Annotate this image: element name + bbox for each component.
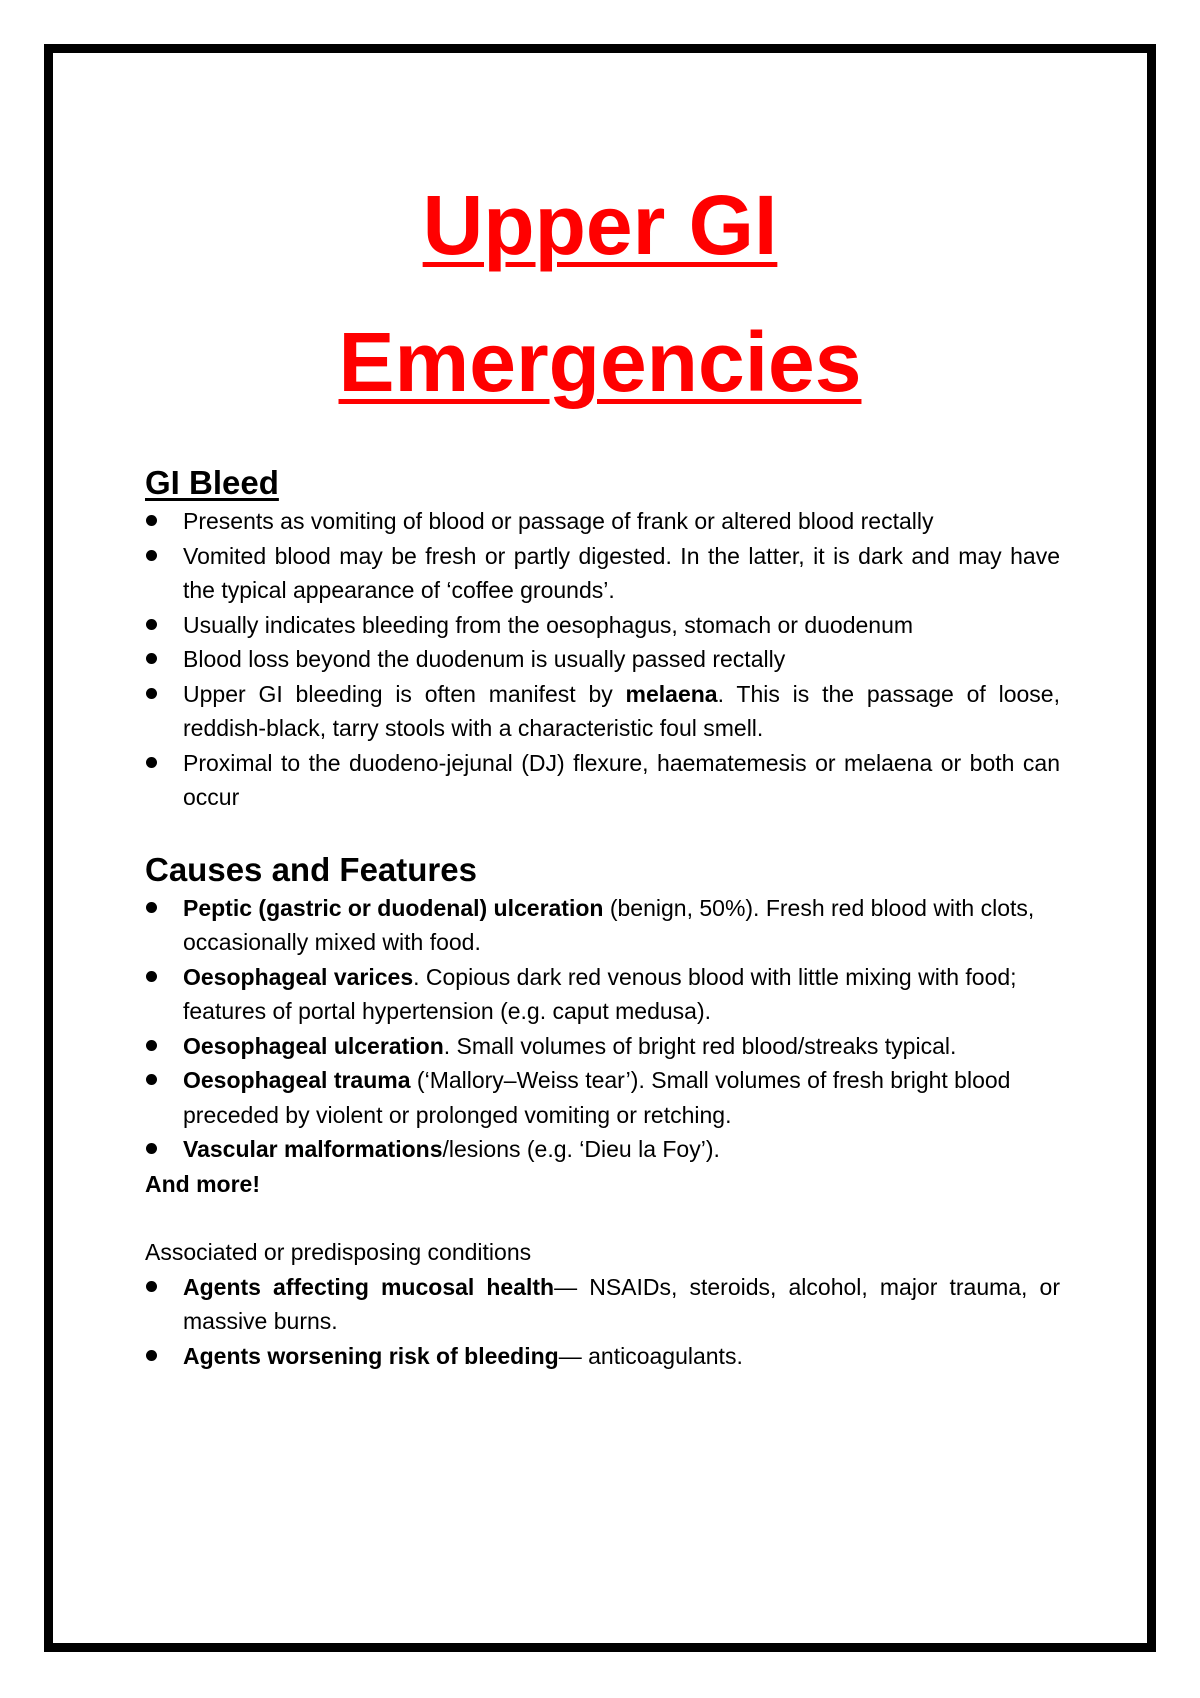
- bullet-icon: [146, 653, 157, 664]
- cause-name: Oesophageal varices: [183, 963, 414, 990]
- cause-description: . Small volumes of bright red blood/streaks typical.: [443, 1032, 957, 1059]
- cause-description: (benign, 50%). Fresh red blood with clots, occasionally mixed with food.: [183, 894, 1035, 955]
- bullet-icon: [146, 1040, 157, 1051]
- associated-list: [145, 1270, 1060, 1374]
- associated-heading: Associated or predisposing conditions: [145, 1239, 532, 1265]
- list-item-text: Proximal to the duodeno-jejunal (DJ) flexure, haematemesis or melaena or both can occur: [183, 749, 1060, 810]
- bullet-icon: [146, 1281, 157, 1292]
- list-item: [145, 1132, 1060, 1167]
- section-heading-causes: Causes and Features: [145, 850, 477, 888]
- bullet-icon: [146, 550, 157, 561]
- list-item-text: Presents as vomiting of blood or passage of frank or altered blood rectally: [183, 508, 934, 534]
- bullet-icon: [146, 1074, 157, 1085]
- list-item-text: Blood loss beyond the duodenum is usually passed rectally: [183, 646, 786, 672]
- bullet-icon: [146, 971, 157, 982]
- cause-description: (‘Mallory–Weiss tear’). Small volumes of fresh bright blood preceded by violent or prolonged vomiting or retching.: [183, 1067, 1011, 1128]
- cause-name: Oesophageal ulceration: [183, 1032, 444, 1059]
- list-item: [145, 504, 1060, 539]
- list-item: [145, 677, 1060, 746]
- list-item-text-post: . This is the passage of loose, reddish-black, tarry stools with a characteristic foul smell.: [183, 680, 1060, 741]
- bullet-icon: [146, 1350, 157, 1361]
- page-title-line-2: Emergencies: [338, 315, 862, 409]
- list-item: [145, 642, 1060, 677]
- cause-description: . Copious dark red venous blood with little mixing with food; features of portal hypertension (e.g. caput medusa).: [183, 963, 1017, 1024]
- list-item-text: Usually indicates bleeding from the oesophagus, stomach or duodenum: [183, 611, 914, 638]
- bullet-icon: [146, 902, 157, 913]
- agent-name: Agents affecting mucosal health: [183, 1273, 555, 1300]
- list-item-text: Vomited blood may be fresh or partly digested. In the latter, it is dark and may have the typical appearance of ‘coffee grounds’.: [183, 542, 1060, 603]
- agent-description: — NSAIDs, steroids, alcohol, major trauma, or massive burns.: [183, 1273, 1060, 1334]
- bullet-icon: [146, 515, 157, 526]
- cause-description: /lesions (e.g. ‘Dieu la Foy’).: [442, 1136, 720, 1162]
- list-item: [145, 746, 1060, 815]
- bullet-icon: [146, 619, 157, 630]
- gi-bleed-list: [145, 504, 1060, 815]
- list-item: [145, 608, 1060, 643]
- page-title-line-1: Upper GI: [422, 178, 778, 272]
- agent-name: Agents worsening risk of bleeding: [183, 1342, 559, 1369]
- and-more-text: And more!: [145, 1170, 260, 1197]
- list-item: [145, 891, 1060, 960]
- cause-name: Oesophageal trauma: [183, 1067, 411, 1093]
- term-melaena: melaena: [625, 680, 718, 707]
- section-heading-gi-bleed: GI Bleed: [145, 464, 279, 501]
- list-item: [145, 1339, 1060, 1374]
- cause-name: Peptic (gastric or duodenal) ulceration: [183, 894, 604, 921]
- list-item: [145, 1063, 1060, 1132]
- agent-description: — anticoagulants.: [558, 1342, 743, 1369]
- document-body: [145, 462, 1060, 1373]
- list-item: [145, 960, 1060, 1029]
- bullet-icon: [146, 688, 157, 699]
- cause-name: Vascular malformations: [183, 1136, 443, 1162]
- list-item-text-pre: Upper GI bleeding is often manifest by: [183, 680, 626, 707]
- causes-list: [145, 891, 1060, 1167]
- list-item: [145, 1270, 1060, 1339]
- bullet-icon: [146, 757, 157, 768]
- list-item: [145, 539, 1060, 608]
- bullet-icon: [146, 1143, 157, 1154]
- list-item: [145, 1029, 1060, 1064]
